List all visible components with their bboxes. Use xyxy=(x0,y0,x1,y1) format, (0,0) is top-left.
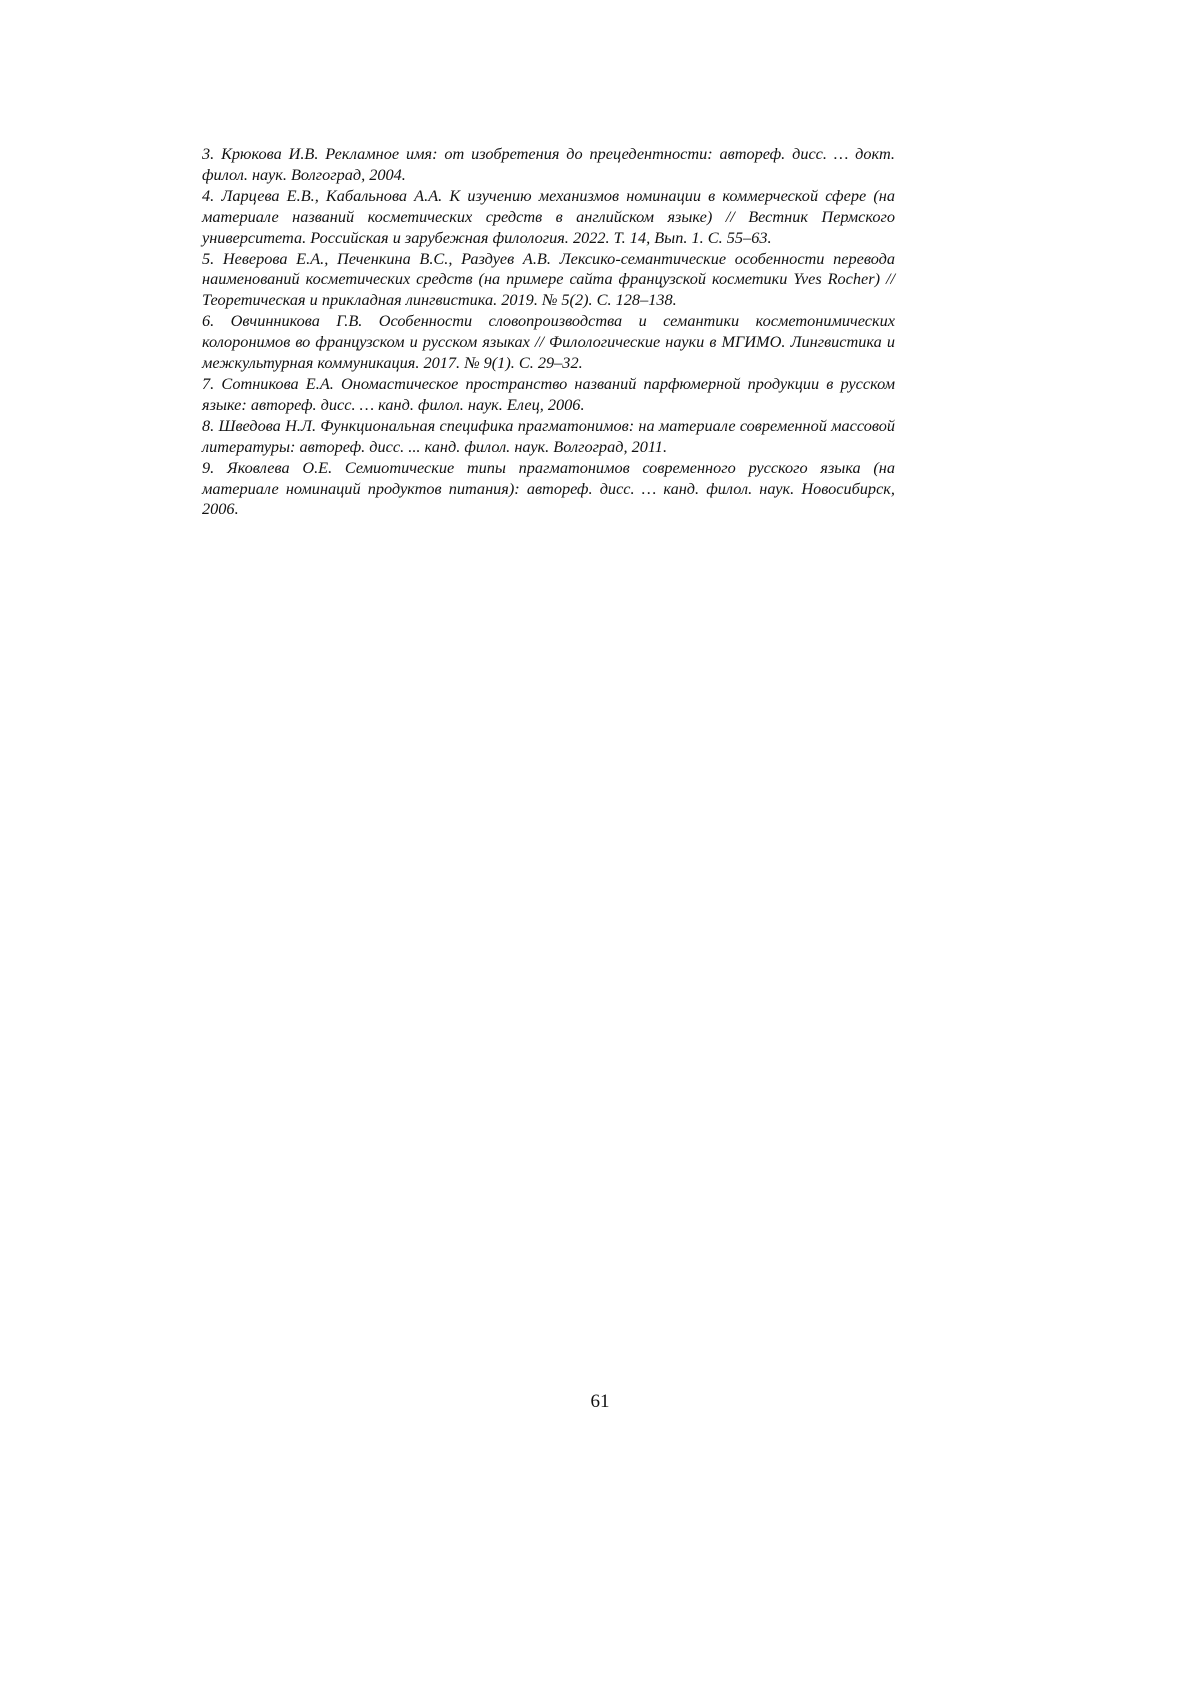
reference-item: 6. Овчинникова Г.В. Особенности словопроизводства и семантики косметонимических колоронимов во французском и русском языках // Филологические науки в МГИМО. Лингвистика и межкультурная коммуникация. 2017. № 9(1). С. 29–32. xyxy=(202,311,895,373)
reference-item: 7. Сотникова Е.А. Ономастическое пространство названий парфюмерной продукции в русском языке: автореф. дисс. … канд. филол. наук. Елец, 2006. xyxy=(202,373,895,414)
reference-item: 9. Яковлева О.Е. Семиотические типы прагматонимов современного русского языка (на материале номинаций продуктов питания): автореф. дисс. … канд. филол. наук. Новосибирск, 2006. xyxy=(202,457,895,519)
page-number: 61 xyxy=(590,1391,610,1412)
reference-item: 5. Неверова Е.А., Печенкина В.С., Раздуев А.В. Лексико-семантические особенности перевода наименований косметических средств (на примере сайта французской косметики Yves Rocher) // Теоретическая и прикладная лингвистика. 2019. № 5(2). С. 128–138. xyxy=(202,248,895,310)
reference-item: 4. Ларцева Е.В., Кабальнова А.А. К изучению механизмов номинации в коммерческой сфере (на материале названий косметических средств в английском языке) // Вестник Пермского университета. Российская и зарубежная филология. 2022. Т. 14, Вып. 1. С. 55–63. xyxy=(202,185,895,247)
reference-list xyxy=(202,144,895,520)
reference-item: 8. Шведова Н.Л. Функциональная специфика прагматонимов: на материале современной массовой литературы: автореф. дисс. ... канд. филол. наук. Волгоград, 2011. xyxy=(202,415,895,456)
reference-item: 3. Крюкова И.В. Рекламное имя: от изобретения до прецедентности: автореф. дисс. … докт. филол. наук. Волгоград, 2004. xyxy=(202,144,895,184)
